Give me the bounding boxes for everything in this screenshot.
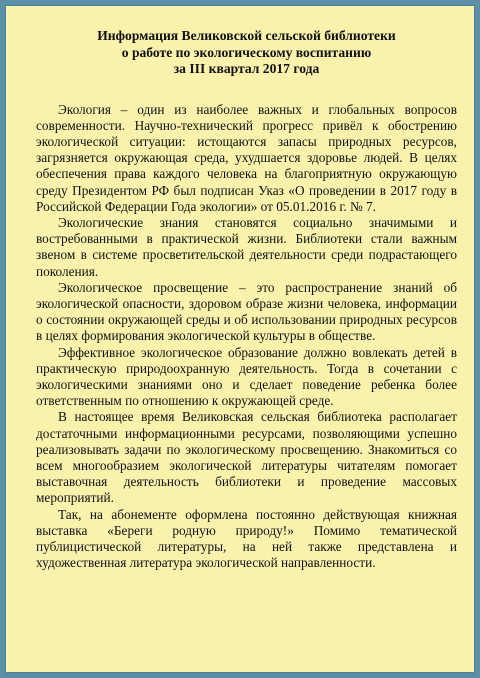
paragraph-5: В настоящее время Великовская сельская библиотека располагает достаточными информационными ресурсами, позволяющими успешно реализовывать задачи по экологическому просвещению. Знакомиться со всем многообразием экологической литературы читателям помогает выставочная деятельность библиотеки и проведение массовых мероприятий. — [36, 409, 457, 506]
title-line-2: о работе по экологическому воспитанию — [121, 44, 372, 60]
document-body — [36, 102, 457, 572]
title-line-3: за III квартал 2017 года — [173, 61, 320, 76]
paragraph-3: Экологическое просвещение – это распространение знаний об экологической опасности, здоровом образе жизни человека, информации о состоянии окружающей среды и об использовании природных ресурсов в целях формирования экологической культуры в обществе. — [36, 279, 457, 344]
title-line-1: Информация Великовской сельской библиотеки — [97, 28, 396, 43]
paragraph-4: Эффективное экологическое образование должно вовлекать детей в практическую природоохранную деятельность. Тогда в сочетании с экологическими знаниями оно и сделает поведение ребенка более ответственным по отношению к окружающей среде. — [36, 344, 457, 409]
paragraph-1: Экология – один из наиболее важных и глобальных вопросов современности. Научно-технический прогресс привёл к обострению экологической ситуации: истощаются запасы природных ресурсов, загрязняется окружающая среда, ухудшается здоровье людей. В целях обеспечения права каждого человека на благоприятную окружающую среду Президентом РФ был подписан Указ «О проведении в 2017 году в Российской Федерации Года экологии» от 05.01.2016 г. № 7. — [36, 101, 457, 214]
document — [36, 28, 457, 571]
paragraph-6: Так, на абонементе оформлена постоянно действующая книжная выставка «Береги родную природу!» Помимо тематической публицистической литературы, на ней также представлена и художественная литература экологической направленности. — [36, 506, 457, 571]
document-title — [36, 28, 457, 78]
paragraph-2: Экологические знания становятся социально значимыми и востребованными в практической жизни. Библиотеки стали важным звеном в системе просветительской деятельности среди подрастающего поколения. — [36, 214, 457, 279]
page-frame — [5, 5, 475, 673]
